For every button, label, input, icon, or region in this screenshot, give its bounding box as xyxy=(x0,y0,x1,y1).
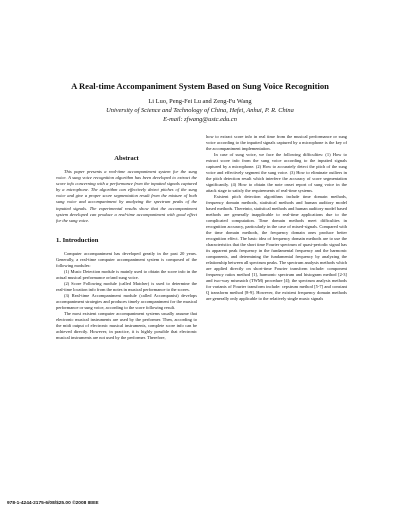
paper-title: A Real-time Accompaniment System Based on Sung Voice Recognition xyxy=(71,81,329,91)
intro-paragraph: (3) Real-time Accompaniment module (called Accompanist) develops accompaniment strategies and produces timely accompaniment for the musical performance or sung voice, according to the score following result. xyxy=(56,292,197,310)
abstract-heading: Abstract xyxy=(114,155,139,162)
body-paragraph: In case of sung voice, we face the following difficulties: (1) How to extract score info from the sung voice according to the inputted signals captured by a microphone. (2) How to accurately detect the pitch of the sung voice and effectively segment the sung voice. (3) How to eliminate outliers in the pitch detection result which interfere the accuracy of score segmentation significantly. (4) How to obtain the note onset report of sung voice in the attack stage to satisfy the requirements of real-time systems. xyxy=(206,152,347,194)
abstract-text: This paper presents a real-time accompaniment system for the sung voice. A sung voice recognition algorithm has been developed to extract the score info concerning with a performance from the inputted signals captured by a microphone. The algorithm can effectively detect pitches of the sung voice and give a proper score segmentation result from the mixture of both sung voice and accompaniment by analyzing the spectrum peaks of the inputted signals. The experimental results show that the accompaniment system developed can produce a real-time accompaniment with good effect for the sung voice. xyxy=(56,169,197,223)
left-column xyxy=(56,154,197,341)
intro-paragraph: (2) Score Following module (called Matcher) is used to determine the real-time location info from the notes in musical performance to the scores. xyxy=(56,280,197,292)
body-paragraph: how to extract score info in real time from the musical performance or sung voice according to the inputted signals captured by a microphone is the key of the accompaniment implementation. xyxy=(206,134,347,152)
author-block xyxy=(20,97,380,124)
right-column xyxy=(206,134,347,302)
intro-paragraph: The most existent computer accompaniment systems usually assume that electronic musical instruments are used by the performer. Then, according to the midi output of electronic musical instruments, complete score info can be achieved directly. However, in practice, it is highly possible that electronic musical instruments are not used by the performer. Therefore, xyxy=(56,311,197,341)
email: E-mail: zfwang@ustc.edu.cn xyxy=(163,116,237,123)
affiliation: University of Science and Technology of China, Hefei, Anhui, P. R. China xyxy=(106,107,294,114)
intro-paragraph: Computer accompaniment has developed greatly in the past 20 years. Generally, a real-time computer accompaniment system is composed of the following modules: xyxy=(56,250,197,268)
copyright-footer: 978-1-4244-2175-6/08/$25.00 ©2008 IEEE xyxy=(7,501,99,506)
authors: Li Luo, Peng-Fei Lu and Zeng-Fu Wang xyxy=(148,98,252,105)
intro-paragraph: (1) Music Detection module is mainly used to obtain the score info in the actual musical performance or/and sung voice. xyxy=(56,268,197,280)
section-heading-introduction: 1. Introduction xyxy=(56,236,99,244)
body-paragraph: Existent pitch detection algorithms include time domain methods, frequency domain methods, statistical methods and human auditory model based methods. Thereinto, statistical methods and human auditory model based methods are generally inapplicable to real-time applications due to the complicated computation. Time domain methods meet difficulties in recognition accuracy, particularly in the case of mixed-signals. Compared with the time domain methods, the frequency domain ones produce better recognition effect. The basic idea of frequency domain methods are to use the characteristics that the short time Fourier spectrum of quasi-periodic signal has its apparent peak frequency in the fundamental frequency and the harmonic components, and determining the fundamental frequency by analyzing the relationship between all spectrum peaks. The spectrum analysis methods which are applied directly on short-time Fourier transform include: component frequency ratios method [1], harmonic spectrum and histogram method [2-3] and two-way mismatch (TWM) procedure [4]; the spectrum analysis methods for variants of Fourier transform include: cepstrum method [5-7] and constant Q transform method [8-9]. However, the existent frequency domain methods are generally only applicable to the relatively single music signals xyxy=(206,194,347,302)
